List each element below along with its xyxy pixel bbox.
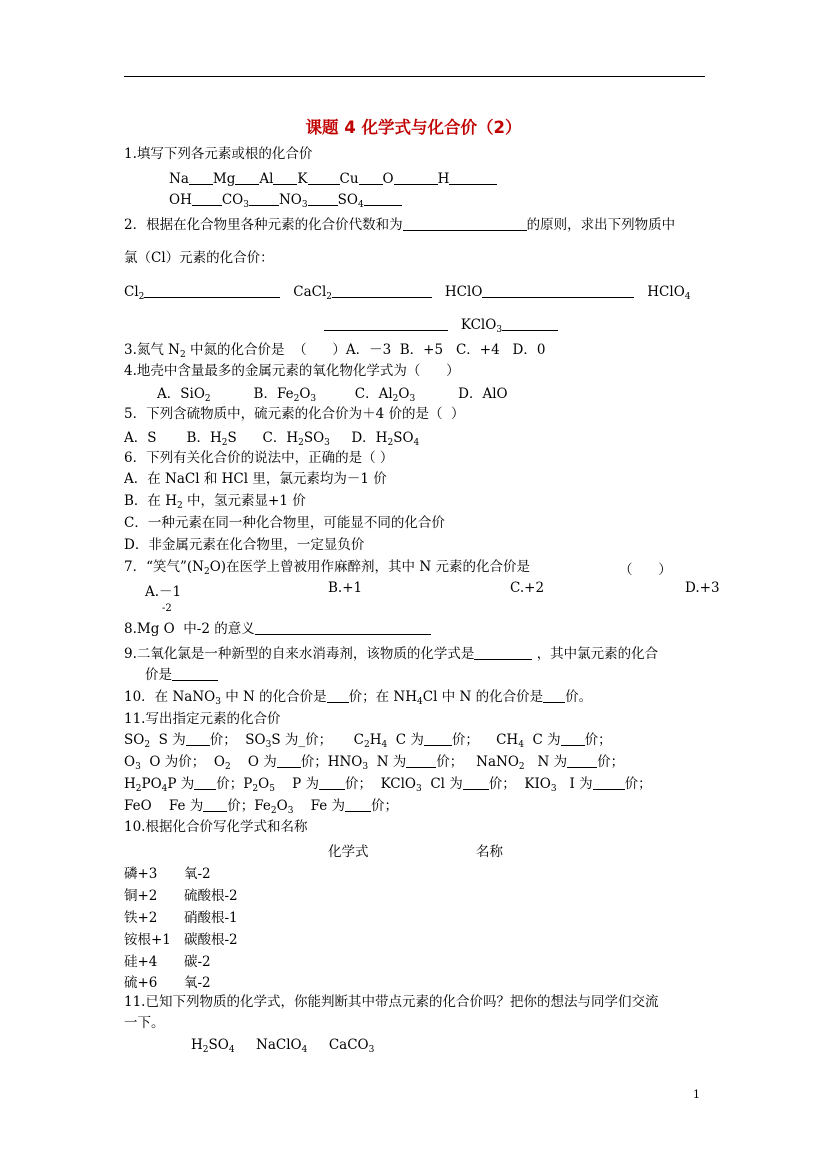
q7-option-d: D.+3 (685, 580, 720, 596)
q12-row-3-b: 硝酸根-1 (184, 910, 238, 926)
q6-option-b: B．在 $H_2$ 中，氢元素显+1 价 (124, 493, 306, 511)
q11-line3: $H_2PO_4P$ 为 价；$P_2O_5$ P 为 价； KClO$_3$ Cl 为 价； $KIO_3$ I 为 价； (124, 776, 652, 794)
q9-line2: 价是 (145, 666, 218, 684)
q1-row2: OH $CO_3$ $NO_3$ $SO_4$ (169, 191, 402, 209)
q13-text2: 一下。 (124, 1015, 165, 1031)
q12-header-name: 名称 (476, 844, 503, 860)
q4-options: A．SiO$_2$ B．$Fe_2O_3$ C．$Al_2O_3$ D．AlO (157, 386, 508, 404)
q11-line2: $O_3$ O 为价； $O_2$ O 为 价；$HNO_3$ N 为 价； NaNO$_2$ N 为 价； (124, 754, 625, 772)
q12-row-4-b: 碳酸根-2 (184, 932, 238, 948)
q8-superscript: -2 (162, 603, 172, 614)
q7-option-b: B.+1 (328, 580, 363, 596)
q6-option-d: D．非金属元素在化合物里，一定显负价 (124, 537, 365, 553)
q7-text: 7．“笑气$”(N_2O)$在医学上曾被用作麻醉剂，其中 N 元素的化合价是 (124, 559, 530, 577)
q8-text: 8.Mg O 中-2 的意义 (124, 620, 431, 638)
q5-text: 5．下列含硫物质中，硫元素的化合价为＋4 价的是（ ） (124, 406, 465, 422)
q2-line1: 2．根据在化合物里各种元素的化合价代数和为 的原则，求出下列物质中 (124, 217, 676, 233)
q10-text: 10．在 NaNO$_3$ 中 N 的化合价是 价；在 $NH_4Cl$ 中 N 的化合价是 价。 (124, 689, 593, 707)
q3-text: 3.氮气 $N_2$ 中氮的化合价是 （ ）A．－3 B．+5 C．+4 D．0 (124, 342, 546, 360)
q12-header-formula: 化学式 (328, 844, 369, 860)
header-rule (124, 76, 705, 77)
q12-row-2-a: 铜+2 (124, 888, 158, 904)
q11-text: 11.写出指定元素的化合价 (124, 711, 281, 727)
q7-paren: （ ） (619, 562, 672, 578)
q2-line2: 氯（Cl）元素的化合价： (124, 250, 274, 266)
q13-text: 11.已知下列物质的化学式，你能判断其中带点元素的化合价吗？把你的想法与同学们交流 (124, 994, 659, 1010)
q1-row1: Na Mg Al K Cu O H (169, 170, 497, 188)
q12-row-6-b: 氧-2 (184, 975, 211, 991)
q13-formulas: $H_2SO_4$ NaClO$_4$ CaCO$_3$ (191, 1037, 375, 1055)
q12-row-4-a: 铵根+1 (124, 932, 171, 948)
q6-option-a: A．在 NaCl 和 HCl 里，氯元素均为－1 价 (124, 471, 387, 487)
q9-line1: 9.二氧化氯是一种新型的自来水消毒剂，该物质的化学式是 ，其中氯元素的化合 (124, 646, 659, 662)
q12-text: 10.根据化合价写化学式和名称 (124, 819, 308, 835)
q2-items-row2: KClO$_3$ (324, 316, 558, 334)
q4-text: 4.地壳中含量最多的金属元素的氧化物化学式为（ ） (124, 363, 460, 379)
q12-row-1-a: 磷+3 (124, 866, 158, 882)
q12-row-1-b: 氧-2 (184, 866, 211, 882)
page-title: 课题 4 化学式与化合价（2） (305, 118, 522, 137)
q12-row-3-a: 铁+2 (124, 910, 158, 926)
q2-items-row1: $Cl_2$ CaCl$_2$ HClO HClO$_4$ (124, 284, 691, 302)
q1-text: 1.填写下列各元素或根的化合价 (124, 146, 313, 162)
q6-text: 6．下列有关化合价的说法中，正确的是（ ） (124, 450, 394, 466)
q7-option-a: A.－1 (145, 584, 182, 600)
q11-line4: FeO Fe 为 价；$Fe_2O_3$ Fe 为 价； (124, 798, 399, 816)
q11-line1: $SO_2$ S 为 价； $SO_3S$ 为_价； $C_2H_4$ C 为 价； $CH_4$ C 为 价； (124, 732, 612, 750)
q6-option-c: C．一种元素在同一种化合物里，可能显不同的化合价 (124, 515, 445, 531)
q5-options: A．S B．$H_2S$ C．$H_2SO_3$ D．$H_2SO_4$ (124, 430, 420, 448)
q12-row-5-b: 碳-2 (184, 954, 211, 970)
q12-row-6-a: 硫+6 (124, 975, 158, 991)
q12-row-2-b: 硫酸根-2 (184, 888, 238, 904)
q12-row-5-a: 硅+4 (124, 954, 158, 970)
q7-option-c: C.+2 (510, 580, 545, 596)
page-number: 1 (693, 1088, 700, 1101)
